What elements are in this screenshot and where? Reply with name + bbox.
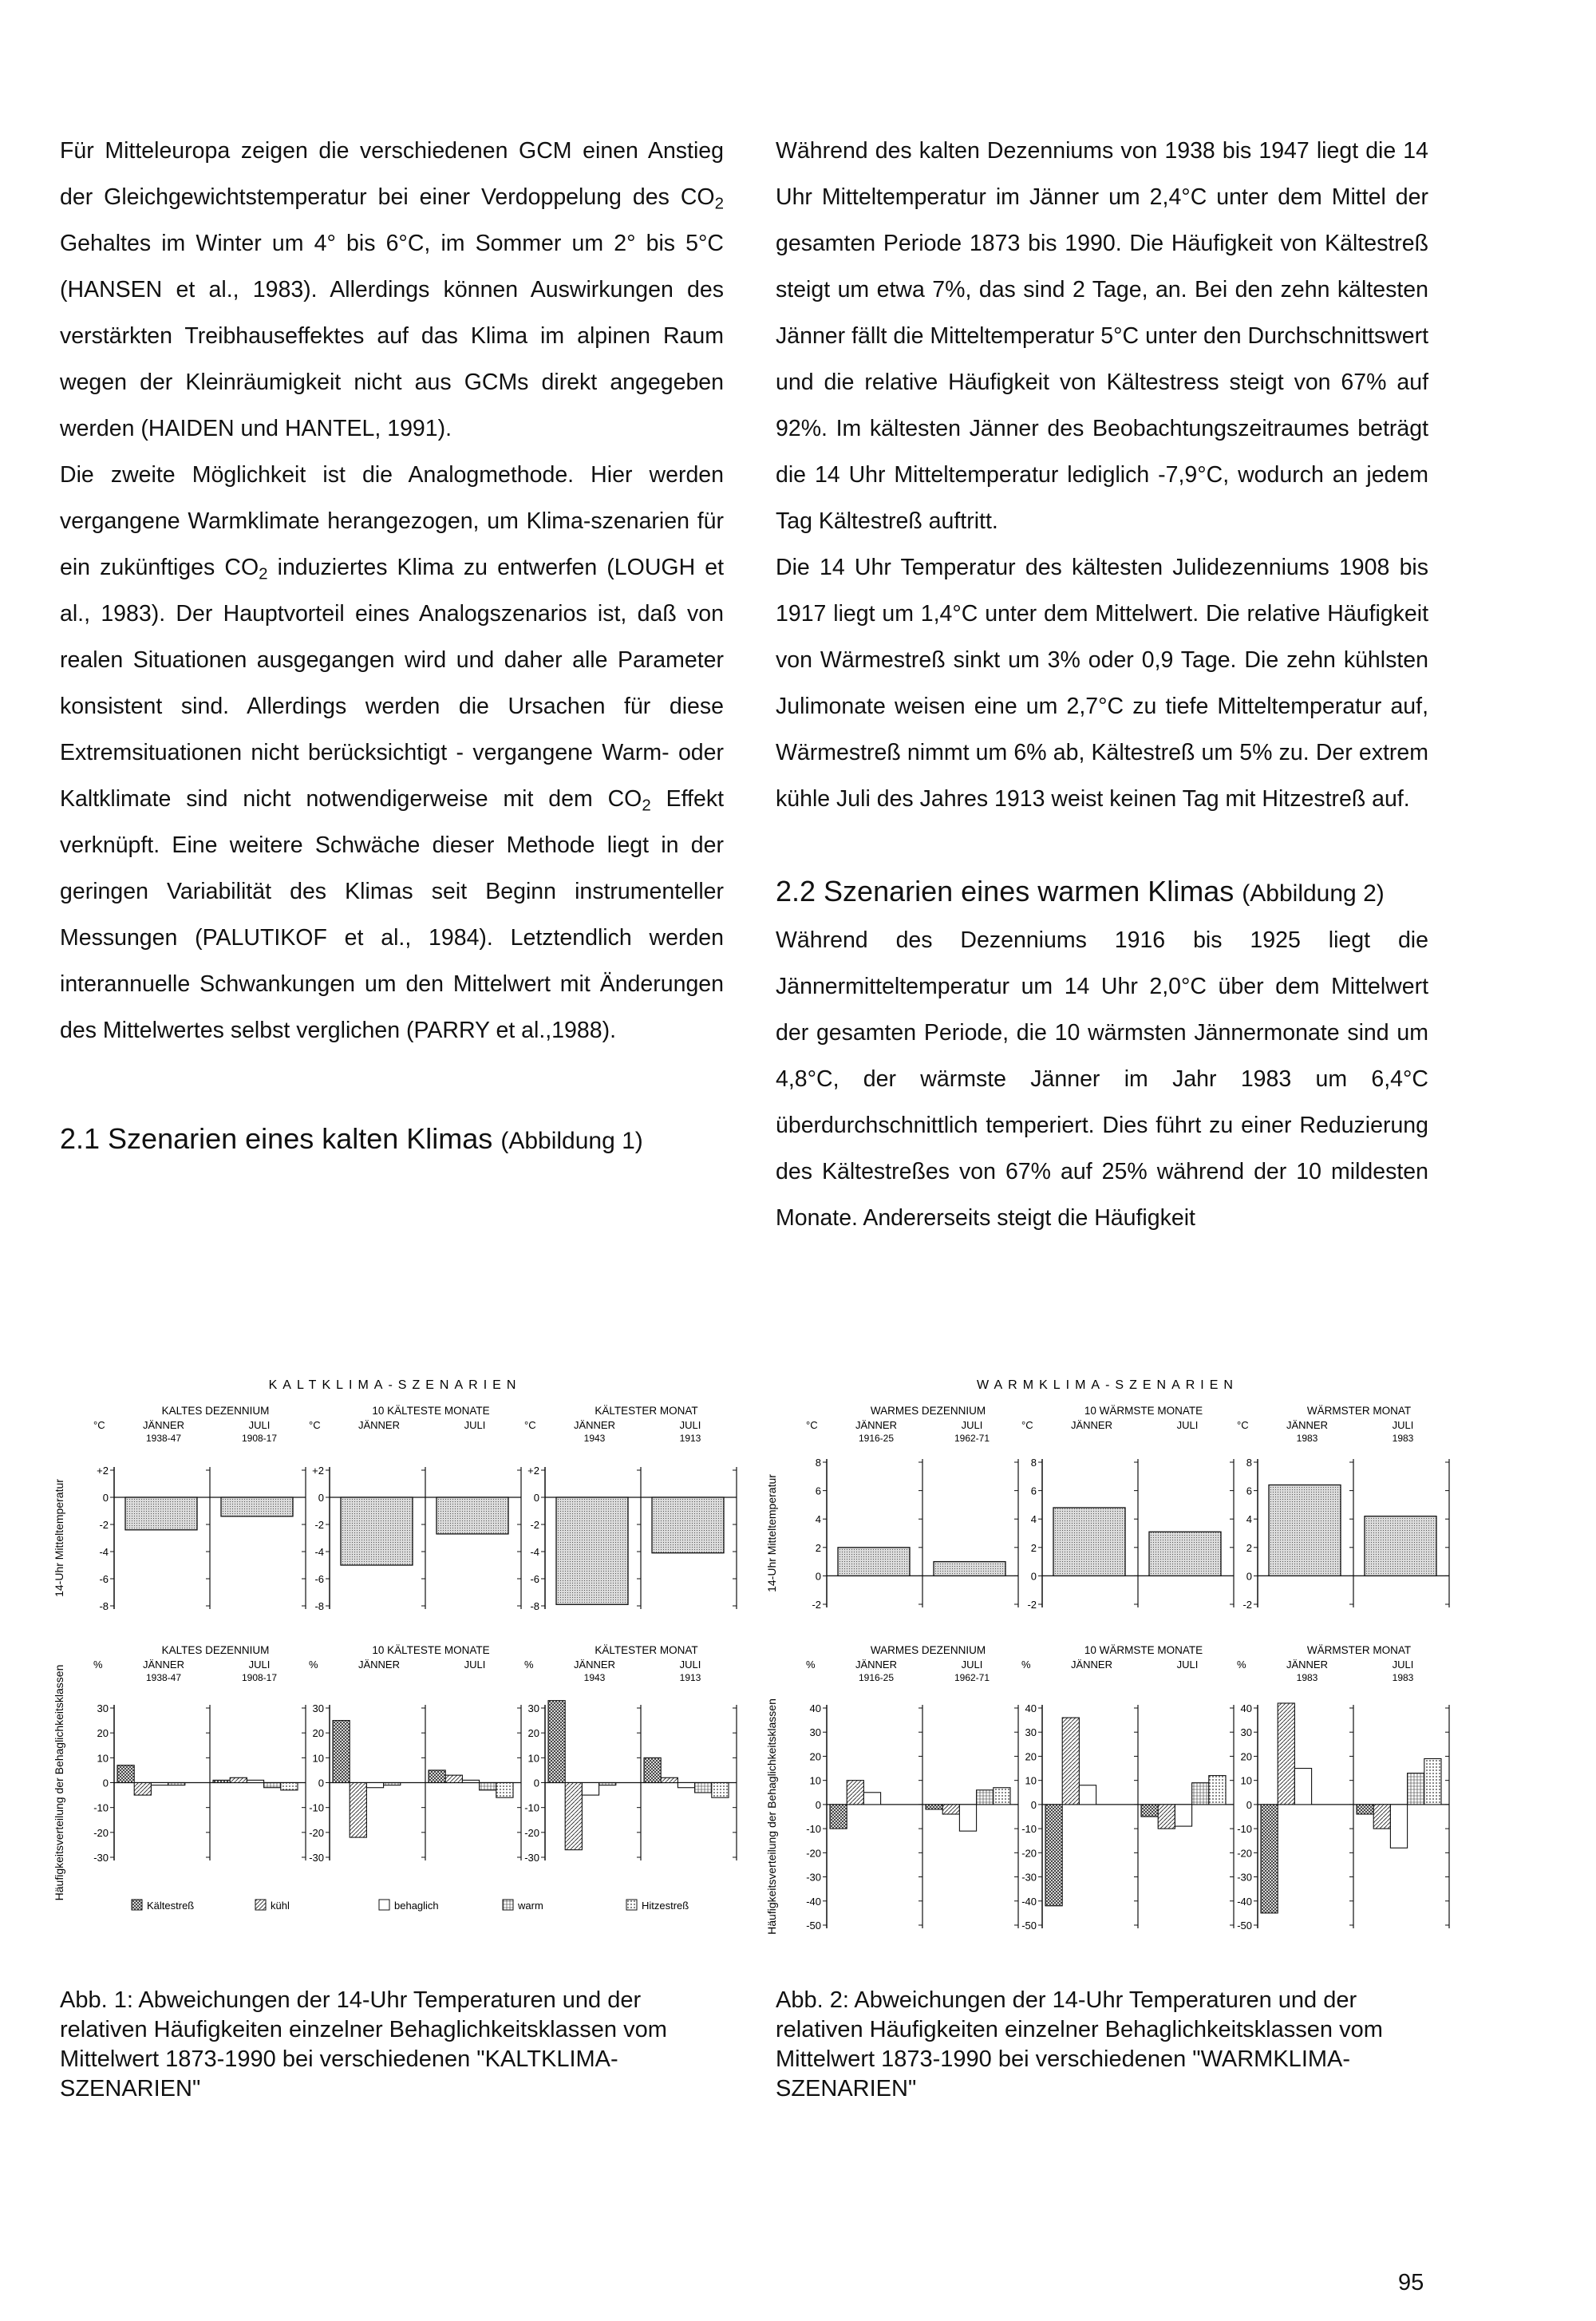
temperature-panel-title: KALTES DEZENNIUM: [161, 1405, 270, 1417]
frequency-tick-label: -10: [806, 1823, 821, 1836]
temperature-month-label: JÄNNER: [358, 1419, 401, 1431]
frequency-tick-label: 30: [312, 1702, 324, 1714]
frequency-tick-label: 0: [815, 1798, 821, 1811]
frequency-bar-warm: [695, 1783, 712, 1793]
figure-2-caption: Abb. 2: Abweichungen der 14-Uhr Temperaturen und der relativen Häufigkeiten einzelner Behaglichkeitsklassen vom Mittelwert 1873-1990 bei verschiedenen "WARMKLIMA-SZENARIEN": [776, 1987, 1383, 2102]
temperature-bar: [652, 1497, 724, 1553]
frequency-month-label: JÄNNER: [358, 1659, 401, 1671]
frequency-tick-label: -30: [806, 1871, 821, 1884]
temperature-tick-label: 4: [1246, 1513, 1252, 1526]
frequency-tick-label: -20: [1021, 1847, 1037, 1860]
temperature-tick-label: 2: [815, 1541, 821, 1554]
page-number: 95: [1398, 2270, 1424, 2295]
frequency-bar-kühl: [1062, 1718, 1079, 1805]
temperature-month-label: JÄNNER: [1286, 1419, 1329, 1431]
frequency-tick-label: -10: [524, 1801, 539, 1814]
temperature-tick-label: 2: [1030, 1541, 1037, 1554]
temperature-tick-label: -2: [812, 1599, 821, 1611]
frequency-bar-kühl: [942, 1805, 959, 1814]
temperature-tick-label: -8: [530, 1600, 539, 1612]
frequency-month-label: JÄNNER: [1286, 1659, 1329, 1671]
frequency-tick-label: 0: [533, 1777, 539, 1789]
temperature-bar: [221, 1497, 293, 1516]
frequency-unit: %: [1021, 1659, 1031, 1671]
temperature-month-label: JÄNNER: [142, 1419, 185, 1431]
temperature-unit: °C: [1237, 1419, 1249, 1431]
temperature-unit: °C: [93, 1419, 105, 1431]
frequency-tick-label: 20: [97, 1727, 109, 1740]
temperature-tick-label: 0: [815, 1570, 821, 1583]
frequency-period-label: 1943: [583, 1672, 606, 1683]
legend-label: kühl: [271, 1900, 290, 1912]
frequency-bar-Kältestreß: [429, 1770, 445, 1783]
temperature-tick-label: -2: [1242, 1599, 1252, 1611]
temperature-tick-label: +2: [312, 1465, 324, 1477]
frequency-unit: %: [524, 1659, 534, 1671]
temperature-tick-label: 0: [1030, 1570, 1037, 1583]
frequency-period-label: 1983: [1296, 1672, 1318, 1683]
spacer: [776, 822, 1428, 868]
frequency-bar-warm: [480, 1783, 496, 1790]
frequency-bar-Kältestreß: [333, 1721, 350, 1783]
right-paragraph-1: Während des kalten Dezenniums von 1938 bis 1947 liegt die 14 Uhr Mitteltemperatur im Jänner um 2,4°C unter dem Mittel der gesamten Periode 1873 bis 1990. Die Häufigkeit von Kältestreß steigt um etwa 7%, das sind 2 Tage, an. Bei den zehn kältesten Jänner fällt die Mitteltemperatur 5°C unter den Durchschnittswert und die relative Häufigkeit von Kältestress steigt von 67% auf 92%. Im kältesten Jänner des Beobachtungszeitraumes beträgt die 14 Uhr Mitteltemperatur lediglich -7,9°C, wodurch an jedem Tag Kältestreß auftritt.: [776, 138, 1428, 534]
temperature-month-label: JULI: [1392, 1419, 1414, 1431]
frequency-bar-warm: [168, 1783, 185, 1785]
legend-label: warm: [518, 1900, 543, 1912]
temperature-tick-label: 4: [1030, 1513, 1037, 1526]
frequency-tick-label: -10: [1237, 1823, 1252, 1836]
frequency-bar-Kältestreß: [644, 1758, 661, 1782]
frequency-month-label: JÄNNER: [142, 1659, 185, 1671]
frequency-bar-Kältestreß: [1357, 1805, 1373, 1814]
frequency-tick-label: 40: [1025, 1702, 1037, 1714]
frequency-tick-label: -30: [1021, 1871, 1037, 1884]
frequency-bar-behaglich: [1079, 1785, 1096, 1805]
frequency-tick-label: -20: [806, 1847, 821, 1860]
temperature-tick-label: -4: [530, 1546, 539, 1558]
frequency-bar-kühl: [1158, 1805, 1175, 1829]
frequency-bar-warm: [977, 1790, 994, 1805]
temperature-month-label: JULI: [679, 1419, 701, 1431]
temperature-period-label: 1962-71: [954, 1433, 990, 1444]
temperature-tick-label: 6: [815, 1485, 821, 1497]
chart-title: KALTKLIMA-SZENARIEN: [268, 1378, 522, 1392]
frequency-bar-behaglich: [959, 1805, 976, 1831]
frequency-period-label: 1908-17: [241, 1672, 278, 1683]
frequency-tick-label: -20: [93, 1826, 109, 1839]
temperature-period-label: 1983: [1392, 1433, 1414, 1444]
frequency-tick-label: -10: [1021, 1823, 1037, 1836]
left-column: [60, 128, 724, 1164]
temperature-month-label: JÄNNER: [855, 1419, 898, 1431]
frequency-bar-Kältestreß: [1141, 1805, 1158, 1817]
frequency-unit: %: [1237, 1659, 1246, 1671]
temperature-tick-label: -4: [99, 1546, 109, 1558]
legend-label: Hitzestreß: [642, 1900, 689, 1912]
frequency-bar-behaglich: [863, 1793, 880, 1805]
frequency-month-label: JULI: [1392, 1659, 1414, 1671]
frequency-bar-kühl: [134, 1783, 151, 1796]
frequency-tick-label: 20: [527, 1727, 539, 1740]
frequency-panel-title: WÄRMSTER MONAT: [1306, 1644, 1412, 1656]
right-paragraph-3: Während des Dezenniums 1916 bis 1925 liegt die Jännermitteltemperatur um 14 Uhr 2,0°C über dem Mittelwert der gesamten Periode, die 10 wärmsten Jännermonate sind um 4,8°C, der wärmste Jänner im Jahr 1983 um 6,4°C überdurchschnittlich temperiert. Dies führt zu einer Reduzierung des Kältestreßes von 67% auf 25% während der 10 mildesten Monate. Andererseits steigt die Häufigkeit: [776, 927, 1428, 1231]
legend-swatch: [379, 1900, 389, 1910]
legend-swatch: [503, 1900, 513, 1910]
right-column: [776, 128, 1428, 1241]
temperature-bar: [341, 1497, 413, 1565]
legend-swatch: [626, 1900, 637, 1910]
frequency-tick-label: 0: [1246, 1798, 1252, 1811]
frequency-bar-Kältestreß: [548, 1701, 565, 1783]
frequency-bar-behaglich: [582, 1783, 598, 1796]
frequency-bar-Kältestreß: [1261, 1805, 1278, 1913]
frequency-bar-behaglich: [1175, 1805, 1191, 1826]
temperature-panel-title: WÄRMSTER MONAT: [1306, 1405, 1412, 1417]
temperature-period-label: 1943: [583, 1433, 606, 1444]
temperature-unit: °C: [524, 1419, 536, 1431]
temperature-tick-label: 8: [1246, 1457, 1252, 1469]
frequency-bar-kühl: [565, 1783, 582, 1850]
temperature-bar: [838, 1548, 910, 1576]
temperature-panel-title: 10 KÄLTESTE MONATE: [372, 1405, 490, 1417]
frequency-panel-title: WARMES DEZENNIUM: [870, 1644, 986, 1656]
legend-label: behaglich: [394, 1900, 439, 1912]
frequency-tick-label: 0: [318, 1777, 324, 1789]
temperature-month-label: JÄNNER: [573, 1419, 616, 1431]
spacer: [60, 1054, 724, 1116]
temperature-tick-label: 2: [1246, 1541, 1252, 1554]
temperature-tick-label: 6: [1246, 1485, 1252, 1497]
section-heading-2-1: 2.1 Szenarien eines kalten Klimas (Abbildung 1): [60, 1122, 643, 1155]
section-heading-2-2: 2.2 Szenarien eines warmen Klimas (Abbildung 2): [776, 875, 1385, 907]
frequency-period-label: 1938-47: [145, 1672, 182, 1683]
frequency-bar-kühl: [1278, 1703, 1294, 1805]
frequency-tick-label: -20: [1237, 1847, 1252, 1860]
temperature-axis-label: 14-Uhr Mitteltemperatur: [765, 1474, 778, 1592]
temperature-bar: [125, 1497, 197, 1530]
frequency-bar-Kältestreß: [830, 1805, 847, 1829]
temperature-bar: [1365, 1516, 1436, 1576]
frequency-month-label: JULI: [679, 1659, 701, 1671]
temperature-bar: [437, 1497, 508, 1534]
frequency-bar-kühl: [445, 1775, 462, 1782]
frequency-unit: %: [309, 1659, 318, 1671]
temperature-bar: [1269, 1485, 1341, 1576]
frequency-tick-label: 10: [1025, 1774, 1037, 1787]
temperature-bar: [1149, 1532, 1221, 1576]
frequency-bar-Hitzestreß: [1209, 1776, 1226, 1805]
frequency-bar-behaglich: [1294, 1769, 1311, 1805]
frequency-bar-Hitzestreß: [712, 1783, 729, 1798]
figure-1-caption: Abb. 1: Abweichungen der 14-Uhr Temperaturen und der relativen Häufigkeiten einzelner Behaglichkeitsklassen vom Mittelwert 1873-1990 bei verschiedenen "KALTKLIMA-SZENARIEN": [60, 1987, 667, 2102]
frequency-period-label: 1962-71: [954, 1672, 990, 1683]
frequency-bar-Kältestreß: [1045, 1805, 1062, 1906]
frequency-tick-label: 10: [527, 1752, 539, 1765]
left-paragraph-2: Die zweite Möglichkeit ist die Analogmethode. Hier werden vergangene Warmklimate herangezogen, um Klima-szenarien für ein zukünftiges $CO_2$ induziertes Klima zu entwerfen (LOUGH et al., 1983). Der Hauptvorteil eines Analogszenarios ist, daß von realen Situationen ausgegangen wird und daher alle Parameter konsistent sind. Allerdings werden die Ursachen für diese Extremsituationen nicht berücksichtigt - vergangene Warm- oder Kaltklimate sind nicht notwendigerweise mit dem $CO_2$ Effekt verknüpft. Eine weitere Schwäche dieser Methode liegt in der geringen Variabilität des Klimas seit Beginn instrumenteller Messungen (PALUTIKOF et al., 1984). Letztendlich werden interannuelle Schwankungen um den Mittelwert mit Änderungen des Mittelwertes selbst verglichen (PARRY et al.,1988).: [60, 462, 724, 1043]
frequency-tick-label: -40: [806, 1895, 821, 1908]
frequency-tick-label: 40: [1240, 1702, 1252, 1714]
frequency-bar-warm: [1192, 1783, 1209, 1805]
frequency-tick-label: -40: [1021, 1895, 1037, 1908]
temperature-month-label: JULI: [248, 1419, 271, 1431]
frequency-tick-label: 30: [1025, 1726, 1037, 1739]
temperature-tick-label: -6: [314, 1573, 324, 1585]
chart-title: WARMKLIMA-SZENARIEN: [977, 1378, 1238, 1392]
temperature-tick-label: 0: [1246, 1570, 1252, 1583]
left-paragraph-1: Für Mitteleuropa zeigen die verschiedenen GCM einen Anstieg der Gleichgewichtstemperatur bei einer Verdoppelung des $CO_2$ Gehaltes im Winter um 4° bis 6°C, im Sommer um 2° bis 5°C (HANSEN et al., 1983). Allerdings können Auswirkungen des verstärkten Treibhauseffektes auf das Klima im alpinen Raum wegen der Kleinräumigkeit nicht aus GCMs direkt angegeben werden (HAIDEN und HANTEL, 1991).: [60, 138, 724, 441]
frequency-tick-label: 20: [312, 1727, 324, 1740]
frequency-bar-behaglich: [366, 1783, 383, 1788]
right-paragraph-2: Die 14 Uhr Temperatur des kältesten Julidezenniums 1908 bis 1917 liegt um 1,4°C unter dem Mittelwert. Die relative Häufigkeit von Wärmestreß sinkt um 3% oder 0,9 Tage. Die zehn kühlsten Julimonate weisen eine um 2,7°C zu tiefe Mitteltemperatur auf, Wärmestreß nimmt um 6% ab, Kältestreß um 5% zu. Der extrem kühle Juli des Jahres 1913 weist keinen Tag mit Hitzestreß auf.: [776, 555, 1428, 812]
frequency-axis-label: Häufigkeitsverteilung der Behaglichkeitsklassen: [53, 1664, 65, 1901]
temperature-tick-label: 0: [318, 1492, 324, 1504]
frequency-tick-label: 30: [527, 1702, 539, 1714]
frequency-tick-label: 0: [102, 1777, 109, 1789]
temperature-tick-label: -2: [1027, 1599, 1037, 1611]
frequency-bar-warm: [1408, 1773, 1424, 1805]
frequency-bar-kühl: [847, 1781, 863, 1805]
temperature-period-label: 1938-47: [145, 1433, 182, 1444]
temperature-tick-label: -2: [530, 1519, 539, 1531]
temperature-period-label: 1908-17: [241, 1433, 278, 1444]
legend-swatch: [132, 1900, 142, 1910]
temperature-bar: [1053, 1508, 1125, 1576]
temperature-tick-label: 0: [533, 1492, 539, 1504]
frequency-tick-label: 30: [1240, 1726, 1252, 1739]
temperature-unit: °C: [1021, 1419, 1033, 1431]
frequency-tick-label: 0: [1030, 1798, 1037, 1811]
frequency-tick-label: 20: [1240, 1750, 1252, 1763]
frequency-tick-label: 10: [312, 1752, 324, 1765]
temperature-period-label: 1916-25: [858, 1433, 895, 1444]
frequency-tick-label: 10: [809, 1774, 821, 1787]
frequency-month-label: JULI: [961, 1659, 983, 1671]
frequency-tick-label: -10: [309, 1801, 324, 1814]
temperature-bar: [934, 1562, 1005, 1576]
frequency-tick-label: -50: [1237, 1920, 1252, 1932]
temperature-month-label: JULI: [961, 1419, 983, 1431]
frequency-tick-label: -30: [524, 1852, 539, 1864]
temperature-tick-label: +2: [97, 1465, 109, 1477]
frequency-bar-warm: [384, 1783, 401, 1785]
frequency-month-label: JULI: [1176, 1659, 1199, 1671]
legend-label: Kältestreß: [147, 1900, 195, 1912]
frequency-bar-Kältestreß: [117, 1765, 134, 1783]
temperature-panel-title: 10 WÄRMSTE MONATE: [1084, 1405, 1203, 1417]
temperature-tick-label: -4: [314, 1546, 324, 1558]
frequency-bar-behaglich: [151, 1783, 168, 1785]
frequency-month-label: JULI: [248, 1659, 271, 1671]
temperature-tick-label: +2: [527, 1465, 539, 1477]
frequency-bar-Kältestreß: [213, 1780, 230, 1782]
frequency-unit: %: [93, 1659, 103, 1671]
frequency-period-label: 1916-25: [858, 1672, 895, 1683]
temperature-tick-label: -8: [99, 1600, 109, 1612]
frequency-bar-behaglich: [678, 1783, 694, 1788]
frequency-bar-kühl: [1373, 1805, 1390, 1829]
temperature-axis-label: 14-Uhr Mitteltemperatur: [53, 1479, 65, 1597]
temperature-period-label: 1983: [1296, 1433, 1318, 1444]
temperature-tick-label: 0: [102, 1492, 109, 1504]
frequency-period-label: 1913: [679, 1672, 701, 1683]
temperature-panel-title: WARMES DEZENNIUM: [870, 1405, 986, 1417]
frequency-bar-behaglich: [462, 1780, 479, 1782]
frequency-panel-title: KÄLTESTER MONAT: [595, 1644, 698, 1656]
legend-swatch: [255, 1900, 266, 1910]
frequency-bar-Hitzestreß: [496, 1783, 513, 1798]
frequency-bar-behaglich: [247, 1780, 263, 1782]
temperature-tick-label: 8: [1030, 1457, 1037, 1469]
frequency-panel-title: 10 KÄLTESTE MONATE: [372, 1644, 490, 1656]
frequency-bar-warm: [264, 1783, 281, 1788]
temperature-tick-label: -2: [99, 1519, 109, 1531]
frequency-tick-label: 10: [97, 1752, 109, 1765]
frequency-bar-Hitzestreß: [1424, 1758, 1441, 1804]
temperature-tick-label: -6: [530, 1573, 539, 1585]
frequency-tick-label: -10: [93, 1801, 109, 1814]
temperature-panel-title: KÄLTESTER MONAT: [595, 1405, 698, 1417]
frequency-bar-Hitzestreß: [281, 1783, 298, 1790]
frequency-period-label: 1983: [1392, 1672, 1414, 1683]
frequency-axis-label: Häufigkeitsverteilung der Behaglichkeitsklassen: [765, 1698, 778, 1935]
frequency-month-label: JÄNNER: [1070, 1659, 1113, 1671]
figure-1-chart: [52, 1366, 738, 1925]
frequency-tick-label: -30: [1237, 1871, 1252, 1884]
frequency-bar-kühl: [661, 1777, 678, 1782]
frequency-bar-Kältestreß: [926, 1805, 942, 1809]
temperature-tick-label: -8: [314, 1600, 324, 1612]
frequency-unit: %: [806, 1659, 816, 1671]
frequency-bar-warm: [599, 1783, 616, 1785]
temperature-tick-label: -6: [99, 1573, 109, 1585]
frequency-tick-label: 10: [1240, 1774, 1252, 1787]
frequency-month-label: JULI: [464, 1659, 486, 1671]
temperature-tick-label: -2: [314, 1519, 324, 1531]
figure-2-chart: [764, 1366, 1451, 1973]
temperature-unit: °C: [309, 1419, 321, 1431]
frequency-tick-label: 40: [809, 1702, 821, 1714]
frequency-month-label: JÄNNER: [855, 1659, 898, 1671]
temperature-period-label: 1913: [679, 1433, 701, 1444]
frequency-tick-label: -30: [309, 1852, 324, 1864]
frequency-tick-label: 30: [809, 1726, 821, 1739]
temperature-bar: [556, 1497, 628, 1604]
frequency-month-label: JÄNNER: [573, 1659, 616, 1671]
frequency-bar-behaglich: [1390, 1805, 1407, 1848]
frequency-tick-label: -50: [1021, 1920, 1037, 1932]
frequency-panel-title: KALTES DEZENNIUM: [161, 1644, 270, 1656]
temperature-tick-label: 4: [815, 1513, 821, 1526]
temperature-month-label: JULI: [464, 1419, 486, 1431]
frequency-tick-label: -40: [1237, 1895, 1252, 1908]
temperature-unit: °C: [806, 1419, 818, 1431]
frequency-panel-title: 10 WÄRMSTE MONATE: [1084, 1644, 1203, 1656]
frequency-tick-label: 20: [1025, 1750, 1037, 1763]
temperature-tick-label: 6: [1030, 1485, 1037, 1497]
frequency-tick-label: 20: [809, 1750, 821, 1763]
frequency-bar-Hitzestreß: [994, 1788, 1010, 1805]
frequency-tick-label: 30: [97, 1702, 109, 1714]
frequency-tick-label: -50: [806, 1920, 821, 1932]
frequency-tick-label: -20: [524, 1826, 539, 1839]
temperature-month-label: JÄNNER: [1070, 1419, 1113, 1431]
temperature-tick-label: 8: [815, 1457, 821, 1469]
temperature-month-label: JULI: [1176, 1419, 1199, 1431]
frequency-bar-kühl: [350, 1783, 366, 1838]
frequency-tick-label: -30: [93, 1852, 109, 1864]
frequency-tick-label: -20: [309, 1826, 324, 1839]
frequency-bar-kühl: [230, 1777, 247, 1782]
